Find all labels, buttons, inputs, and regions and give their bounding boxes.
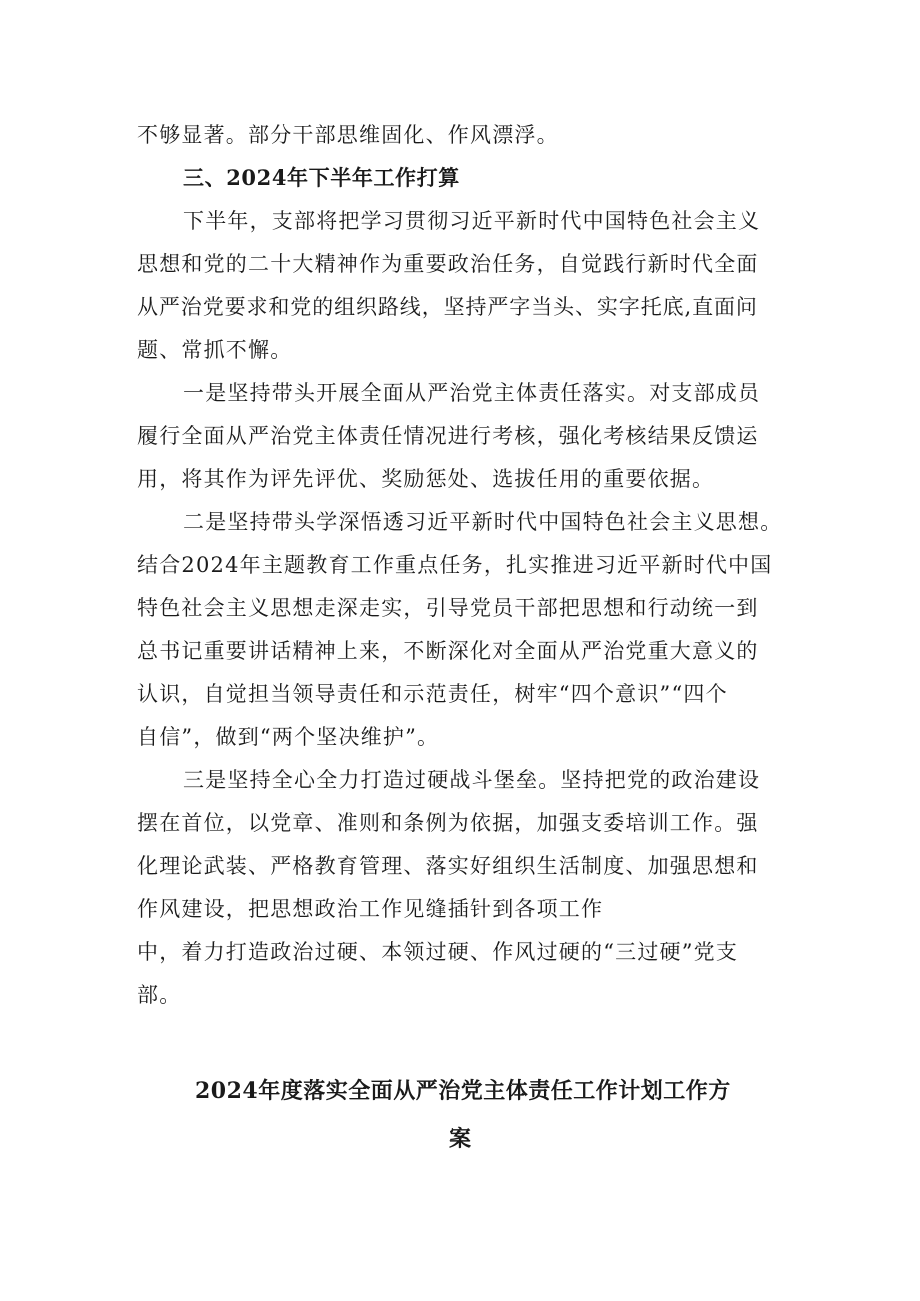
paragraph-line: 中，着力打造政治过硬、本领过硬、作风过硬的“三过硬”党支	[137, 940, 739, 964]
paragraph-line: 作风建设，把思想政治工作见缝插针到各项工作	[137, 897, 604, 921]
paragraph-line: 结合2024年主题教育工作重点任务，扎实推进习近平新时代中国	[137, 553, 773, 577]
paragraph-line: 总书记重要讲话精神上来，不断深化对全面从严治党重大意义的	[137, 639, 759, 663]
section-heading: 三、2024年下半年工作打算	[183, 165, 460, 190]
paragraph-line: 题、常抓不懈。	[137, 338, 293, 362]
paragraph-line: 不够显著。部分干部思维固化、作风漂浮。	[137, 123, 559, 147]
paragraph-line: 特色社会主义思想走深走实，引导党员干部把思想和行动统一到	[137, 596, 759, 620]
paragraph-line: 下半年，支部将把学习贯彻习近平新时代中国特色社会主义	[183, 209, 761, 233]
paragraph-line: 从严治党要求和党的组织路线，坚持严字当头、实字托底,直面问	[137, 295, 758, 319]
document-title-line-1: 2024年度落实全面从严治党主体责任工作计划工作方	[195, 1078, 731, 1104]
paragraph-line: 认识，自觉担当领导责任和示范责任，树牢“四个意识”“四个	[137, 682, 728, 706]
paragraph-line: 三是坚持全心全力打造过硬战斗堡垒。坚持把党的政治建设	[183, 768, 761, 792]
paragraph-line: 思想和党的二十大精神作为重要政治任务，自觉践行新时代全面	[137, 252, 759, 276]
paragraph-line: 履行全面从严治党主体责任情况进行考核，强化考核结果反馈运	[137, 424, 759, 448]
paragraph-line: 一是坚持带头开展全面从严治党主体责任落实。对支部成员	[183, 381, 761, 405]
paragraph-line: 摆在首位，以党章、准则和条例为依据，加强支委培训工作。强	[137, 811, 759, 835]
paragraph-line: 二是坚持带头学深悟透习近平新时代中国特色社会主义思想。	[183, 510, 783, 534]
paragraph-line: 化理论武装、严格教育管理、落实好组织生活制度、加强思想和	[137, 854, 759, 878]
document-title-line-2: 案	[449, 1126, 472, 1152]
paragraph-line: 部。	[137, 983, 182, 1007]
paragraph-line: 用，将其作为评先评优、奖励惩处、选拔任用的重要依据。	[137, 467, 715, 491]
paragraph-line: 自信”，做到“两个坚决维护”。	[137, 725, 440, 749]
